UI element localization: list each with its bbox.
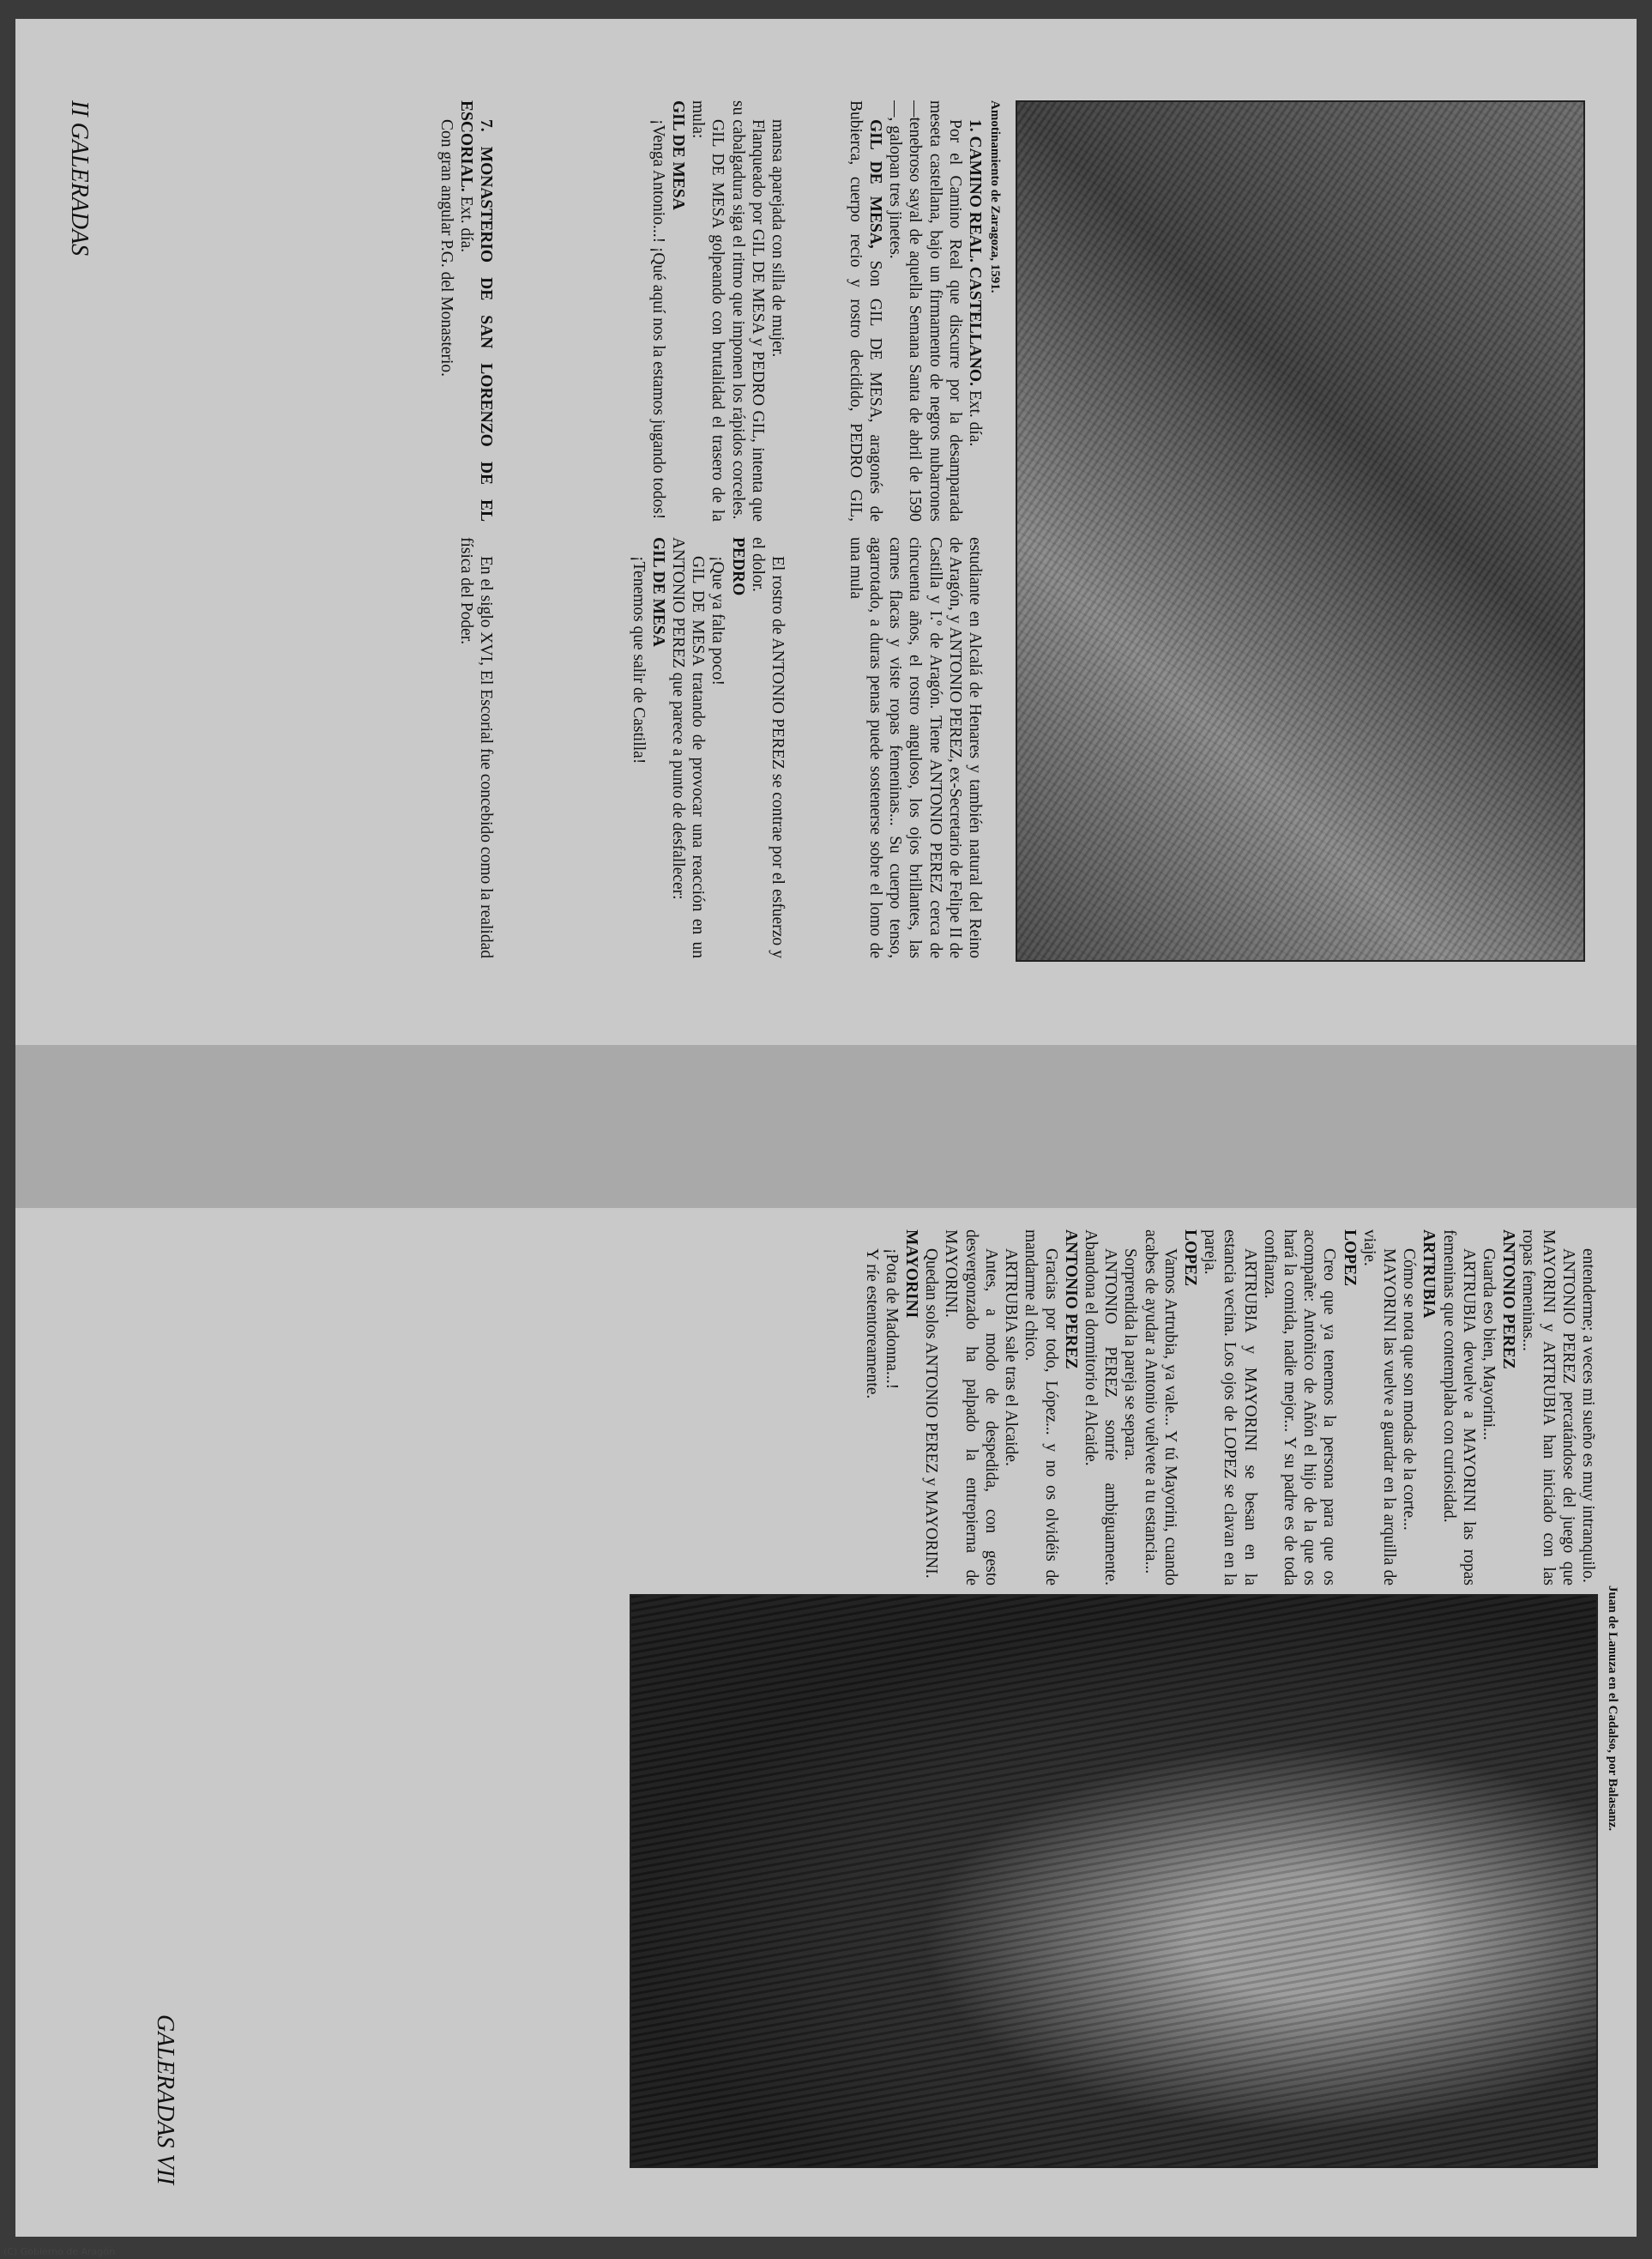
- paragraph-text: El rostro de ANTONIO PEREZ se contrae por el esfuerzo y el dolor.: [748, 537, 787, 958]
- paragraph: [748, 537, 787, 958]
- paragraph-text: ANTONIO PEREZ percatándose del juego que MAYORINI y ARTRUBIA han iniciado con las ropas femeninas...: [1519, 1229, 1577, 1586]
- paragraph: [456, 100, 496, 522]
- paragraph: [1200, 1229, 1260, 1586]
- paragraph-text: entenderme; a veces mi sueño es muy intranquilo.: [1579, 1248, 1597, 1583]
- paragraph: [1360, 1229, 1399, 1586]
- paragraph: [1419, 1229, 1438, 1586]
- paragraph: [901, 1229, 921, 1586]
- page-bottom-content: [15, 1208, 1637, 2237]
- paragraph-lead: PEDRO: [728, 537, 747, 596]
- paragraph: [882, 1229, 901, 1586]
- paragraph-text: ¡Pota de Madonna...!: [882, 1248, 901, 1390]
- scanned-spread: [15, 19, 1637, 2237]
- paragraph: [1001, 1229, 1021, 1586]
- paragraph: [648, 100, 668, 522]
- paragraph-text: Y ríe estentoreamente.: [862, 1248, 881, 1399]
- paragraph: [941, 1229, 1001, 1586]
- paragraph: [1180, 1229, 1200, 1586]
- paragraph-text: Sorprendida la pareja se separa.: [1121, 1248, 1140, 1461]
- caption-top: Amotinamiento de Zaragoza, 1591.: [988, 100, 1002, 293]
- paragraph: [456, 537, 496, 958]
- paragraph-text: Antes, a modo de despedida, con gesto desvergonzado ha palpado la entrepierna de MAYORINI.: [942, 1229, 1000, 1586]
- paragraph-text: ARTRUBIA y MAYORINI se besan en la estancia vecina. Los ojos de LOPEZ se clavan en la pareja.: [1201, 1229, 1259, 1586]
- paragraph-text: Por el Camino Real que discurre por la desamparada meseta castellana, bajo un firmamento de negros nubarrones —tenebroso sayal de aquella Semana Santa de abril de 1590—, galopan tres jinetes.: [886, 100, 964, 522]
- paragraph: [1518, 1229, 1578, 1586]
- folio-top: II GALERADAS: [66, 100, 93, 257]
- paragraph-text: Ext. día.: [966, 385, 984, 447]
- copyright-stamp: (C) Gobierno de Aragón: [3, 2246, 116, 2257]
- paragraph: [1120, 1229, 1140, 1586]
- paragraph: [1438, 1229, 1478, 1586]
- paragraph: [436, 100, 455, 522]
- paragraph-text: ARTRUBIA sale tras el Alcaide.: [1002, 1248, 1021, 1466]
- paragraph: [1021, 1229, 1060, 1586]
- paragraph-lead: GIL DE MESA: [648, 537, 667, 647]
- paragraph-text: En el siglo XVI, El Escorial fue concebido como la realidad física del Poder.: [456, 537, 495, 958]
- paragraph-text: Vamos Artrubia, ya vale... Y tú Mayorini, cuando acabes de ayudar a Antonio vuélvete a tu estancia...: [1141, 1229, 1179, 1586]
- paragraph-lead: GIL DE MESA: [668, 100, 687, 210]
- text-column-top-1: [796, 100, 985, 958]
- paragraph-text: MAYORINI las vuelve a guardar en la arquilla de viaje.: [1360, 1229, 1398, 1586]
- folio-bottom: GALERADAS VII: [152, 2014, 178, 2185]
- paragraph-lead: 1. CAMINO REAL. CASTELLANO.: [966, 119, 984, 386]
- paragraph-text: ANTONIO PEREZ sonríe ambiguamente. Abandona el dormitorio el Alcaide.: [1081, 1229, 1120, 1586]
- paragraph: [1260, 1229, 1340, 1586]
- paragraph: [668, 100, 688, 522]
- paragraph-lead: MAYORINI: [902, 1229, 921, 1319]
- paragraph: [1140, 1229, 1179, 1586]
- paragraph-text: ARTRUBIA devuelve a MAYORINI las ropas femeninas que contemplaba con curiosidad.: [1439, 1229, 1478, 1586]
- paragraph: [727, 100, 767, 522]
- paragraph-text: GIL DE MESA golpeando con brutalidad el trasero de la mula:: [689, 100, 727, 522]
- page-gutter: [15, 1045, 1637, 1208]
- paragraph: [861, 1229, 881, 1586]
- text-column-top-2: [504, 100, 787, 958]
- paragraph-lead: ANTONIO PEREZ: [1061, 1229, 1080, 1369]
- paragraph: [1578, 1229, 1598, 1586]
- paragraph-text: Quedan solos ANTONIO PEREZ y MAYORINI.: [922, 1248, 941, 1579]
- paragraph: [727, 537, 747, 958]
- photo-lanuza: [630, 1594, 1598, 2168]
- paragraph: [885, 100, 965, 522]
- paragraph-text: Con gran angular P.G. del Monasterio.: [437, 119, 455, 378]
- paragraph: [668, 537, 708, 958]
- caption-bottom: Juan de Lanuza en el Cadalso, por Balasanz.: [1606, 1586, 1619, 1832]
- paragraph: [921, 1229, 941, 1586]
- paragraph-text: Guarda eso bien, Mayorini...: [1479, 1248, 1498, 1441]
- photo-amotinamiento: [1016, 100, 1585, 962]
- paragraph-lead: 7. MONASTERIO DE SAN LORENZO DE EL ESCORIAL.: [456, 100, 495, 522]
- paragraph-text: Ext. día.: [456, 191, 475, 253]
- paragraph-lead: LOPEZ: [1340, 1229, 1359, 1287]
- paragraph-text: ¡Tenemos que salir de Castilla!: [629, 556, 648, 764]
- paragraph: [628, 537, 648, 958]
- paragraph-lead: LOPEZ: [1180, 1229, 1199, 1287]
- page-bottom: [15, 1208, 1637, 2237]
- paragraph: [708, 537, 727, 958]
- paragraph-lead: ARTRUBIA: [1420, 1229, 1438, 1319]
- paragraph: [768, 100, 787, 522]
- paragraph-lead: ANTONIO PEREZ: [1499, 1229, 1518, 1369]
- paragraph: [1081, 1229, 1120, 1586]
- paragraph-text: Creo que ya tenemos la persona para que os acompañe: Antoñico de Añón el hijo de la que os hará la comida, nadie mejor... Y su padre es de toda confianza.: [1260, 1229, 1339, 1586]
- text-column-top-3: [367, 100, 496, 958]
- text-column-bottom: [633, 1229, 1598, 1586]
- paragraph: [648, 537, 668, 958]
- paragraph: [1339, 1229, 1359, 1586]
- paragraph: [965, 100, 985, 522]
- paragraph-text: Gracias por todo, López... y no os olvidéis de mandarme al chico.: [1022, 1229, 1060, 1586]
- paragraph: [688, 100, 727, 522]
- paragraph: [1479, 1229, 1498, 1586]
- paragraph-text: ¡Que ya falta poco!: [708, 556, 727, 686]
- paragraph-lead: GIL DE MESA,: [865, 119, 884, 249]
- paragraph: [1061, 1229, 1081, 1586]
- paragraph-text: mansa aparejada con silla de mujer.: [769, 119, 787, 358]
- paragraph: [1399, 1229, 1419, 1586]
- paragraph-text: Son GIL DE MESA, aragonés de Bubierca, cuerpo recio y rostro decidido, PEDRO GIL, estudiante en Alcalá de Henares y también natural del Reino de Aragón, y ANTONIO PEREZ, ex-Secretario de Felipe II de Castilla y I.º de Aragón. Tiene ANTONIO PEREZ cerca de cincuenta años, el rostro anguloso, los ojos brillantes, las carnes flacas y viste ropas femeninas... Su cuerpo tenso, agarrotado, a duras penas puede sostenerse sobre el lomo de una mula: [846, 100, 984, 958]
- page-top-content: [15, 19, 1637, 1045]
- paragraph-text: Flanqueado por GIL DE MESA y PEDRO GIL, intenta que su cabalgadura siga el ritmo que imponen los rápidos corceles.: [728, 100, 767, 522]
- paragraph-text: GIL DE MESA tratando de provocar una reacción en un ANTONIO PEREZ que parece a punto de desfallecer:: [668, 537, 708, 958]
- paragraph-text: Cómo se nota que son modas de la corte...: [1400, 1248, 1419, 1531]
- paragraph: [1498, 1229, 1518, 1586]
- paragraph-text: ¡Venga Antonio...! ¡Qué aquí nos la estamos jugando todos!: [648, 119, 667, 520]
- page-top: [15, 19, 1637, 1045]
